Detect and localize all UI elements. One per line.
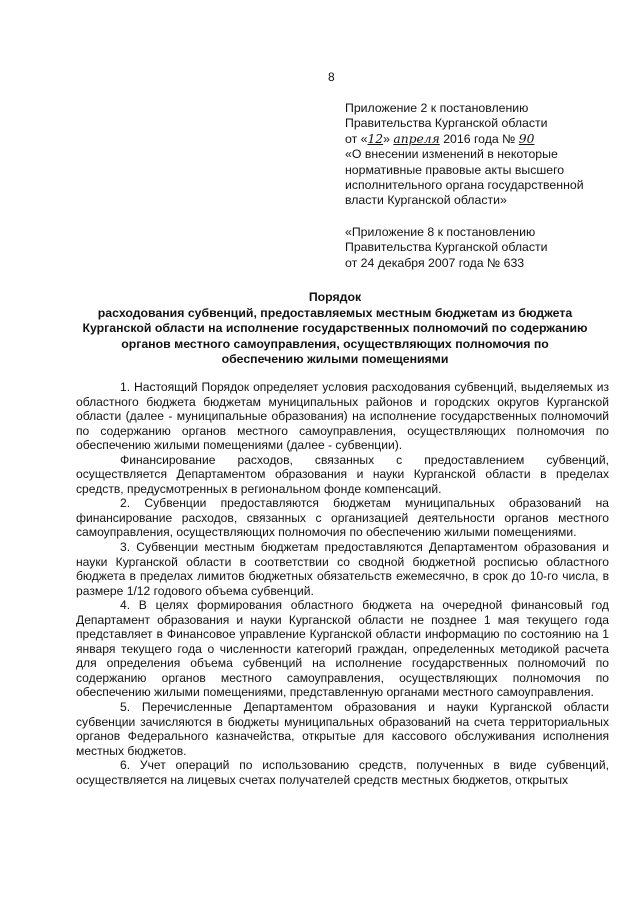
title-heading: Порядок: [308, 290, 362, 304]
document-body: [76, 380, 609, 787]
page-number: 8: [328, 70, 335, 84]
date-prefix: от «: [345, 131, 368, 146]
paragraph-6: 6. Учет операций по использованию средств, полученных в виде субвенций, осуществляется на лицевых счетах получателей средств местных бюджетов, открытых: [76, 758, 609, 787]
reference-line: от 24 декабря 2007 года № 633: [345, 255, 525, 270]
paragraph-1: 1. Настоящий Порядок определяет условия расходования субвенций, выделяемых из областного бюджета бюджетам муниципальных районов и городских округов Курганской области (далее - муниципальные образования) на исполнение государственных полномочий по содержанию органов местного самоуправления, осуществляющих полномочия по обеспечению жилыми помещениями (далее - субвенции).: [76, 380, 609, 453]
title-line: расходования субвенций, предоставляемых местным бюджетам из бюджета: [97, 305, 573, 320]
date-mid: »: [383, 131, 390, 146]
appendix-line: Правительства Курганской области: [345, 116, 548, 131]
appendix-header: [345, 101, 615, 271]
reference-line: Правительства Курганской области: [345, 240, 548, 255]
handwritten-day: 12: [367, 131, 384, 146]
paragraph-5: 5. Перечисленные Департаментом образования и науки Курганской области субвенции зачисляются в бюджеты муниципальных образований на счета территориальных органов Федерального казначейства, открытые для кассового обслуживания исполнения местных бюджетов.: [76, 700, 609, 758]
subject-line: «О внесении изменений в некоторые: [345, 147, 558, 162]
subject-line: исполнительного органа государственной: [345, 178, 584, 193]
appendix-date-line: [345, 132, 615, 147]
title-line: Курганской области на исполнение государственных полномочий по содержанию: [82, 321, 588, 336]
date-year: 2016 года №: [443, 131, 516, 146]
paragraph-financing: Финансирование расходов, связанных с предоставлением субвенций, осуществляется Департаментом образования и науки Курганской области в пределах средств, предусмотренных в региональном фонде компенсаций.: [76, 452, 609, 496]
title-line: органов местного самоуправления, осуществляющих полномочия по: [121, 336, 549, 351]
subject-line: нормативные правовые акты высшего: [345, 162, 565, 177]
paragraph-3: 3. Субвенции местным бюджетам предоставляются Департаментом образования и науки Курганской области в соответствии со сводной бюджетной росписью областного бюджета в пределах лимитов бюджетных обязательств ежемесячно, в срок до 10-го числа, в размере 1/12 годового объема субвенций.: [76, 540, 609, 598]
appendix-line: Приложение 2 к постановлению: [345, 101, 529, 115]
paragraph-2: 2. Субвенции предоставляются бюджетам муниципальных образований на финансирование расходов, связанных с организацией деятельности органов местного самоуправления, осуществляющих полномочия по обеспечению жилыми помещениями.: [76, 496, 609, 540]
paragraph-4: 4. В целях формирования областного бюджета на очередной финансовый год Департамент образования и науки Курганской области не позднее 1 мая текущего года представляет в Финансовое управление Курганской области информацию по состоянию на 1 января текущего года о численности категорий граждан, определенных методикой расчета для определения объема субвенций на исполнение государственных полномочий по содержанию органов местного самоуправления, осуществляющих полномочия по обеспечению жилыми помещениями, представленную органами местного самоуправления.: [76, 598, 609, 700]
subject-line: власти Курганской области»: [345, 193, 507, 208]
handwritten-month: апреля: [393, 131, 440, 146]
title-line: обеспечению жилыми помещениями: [221, 352, 449, 367]
document-title: [60, 290, 610, 368]
reference-line: «Приложение 8 к постановлению: [345, 224, 536, 239]
handwritten-number: 90: [518, 131, 535, 146]
